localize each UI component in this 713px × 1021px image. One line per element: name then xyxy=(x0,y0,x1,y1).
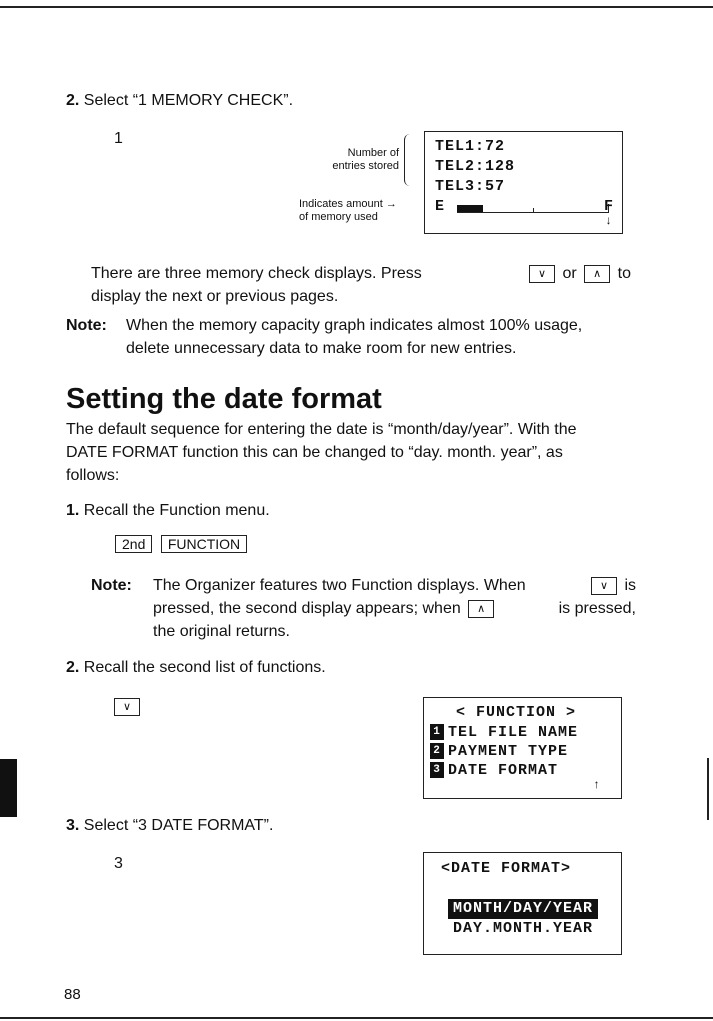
bottom-rule xyxy=(0,1017,713,1019)
gauge-fill xyxy=(457,205,483,212)
right-margin-line xyxy=(707,758,709,820)
memory-lcd-line: TEL1:72 xyxy=(435,138,506,155)
down-key-icon: ∨ xyxy=(591,577,617,595)
page-number: 88 xyxy=(64,986,81,1003)
memory-lcd-line: TEL2:128 xyxy=(435,158,516,175)
key-down xyxy=(114,698,140,716)
section-heading: Setting the date format xyxy=(66,383,382,415)
gauge-start: E xyxy=(435,198,446,215)
note-memory: Note: When the memory capacity graph indicates almost 100% usage, delete unnecessary data to make room for new entries. xyxy=(66,317,583,357)
top-rule xyxy=(0,6,713,8)
key-1: 1 xyxy=(114,130,123,147)
step-2: 2. Recall the second list of functions. xyxy=(66,659,326,676)
function-list-item: 3 DATE FORMAT xyxy=(430,762,558,779)
label-amount: Indicates amount → of memory used xyxy=(299,198,397,223)
intro-paragraph: The default sequence for entering the date is “month/day/year”. With the DATE FORMAT function this can be changed to “day. month. year”, as follows: xyxy=(66,421,577,484)
function-list-item: 1 TEL FILE NAME xyxy=(430,724,578,741)
step-3: 3. Select “3 DATE FORMAT”. xyxy=(66,817,274,834)
scroll-down-icon: ↓ xyxy=(604,214,613,228)
key-3: 3 xyxy=(114,855,123,872)
function-list-item: 2 PAYMENT TYPE xyxy=(430,743,568,760)
brace xyxy=(404,134,413,186)
key-function: FUNCTION xyxy=(161,535,247,553)
memory-lcd xyxy=(424,131,623,234)
date-option-selected: MONTH/DAY/YEAR xyxy=(448,899,598,919)
up-key-icon: ∧ xyxy=(584,265,610,283)
memory-gauge xyxy=(457,204,609,213)
down-key-icon: ∨ xyxy=(114,698,140,716)
gauge-tick xyxy=(533,208,534,212)
function-lcd-title: < FUNCTION > xyxy=(456,704,577,721)
label-entries: Number of entries stored xyxy=(332,147,399,172)
date-format-lcd xyxy=(423,852,622,955)
function-lcd xyxy=(423,697,622,799)
date-format-title: <DATE FORMAT> xyxy=(441,860,572,877)
key-2nd: 2nd xyxy=(115,535,152,553)
step-1: 1. Recall the Function menu. xyxy=(66,502,270,519)
scroll-up-icon: ↑ xyxy=(592,778,601,792)
date-option: DAY.MONTH.YEAR xyxy=(453,920,594,937)
key-sequence-1 xyxy=(113,535,249,553)
para-memory: There are three memory check displays. Press ∨ or ∧ to display the next or previous pages. xyxy=(91,265,631,305)
up-key-icon: ∧ xyxy=(468,600,494,618)
note-function: Note: The Organizer features two Function displays. When ∨ is pressed, the second display appears; when ∧ is pressed, the original returns. xyxy=(91,577,636,640)
down-key-icon: ∨ xyxy=(529,265,555,283)
gauge-end: F xyxy=(603,198,614,215)
step-2-memory: 2. Select “1 MEMORY CHECK”. xyxy=(66,92,294,109)
thumb-tab xyxy=(0,759,17,817)
memory-lcd-line: TEL3:57 xyxy=(435,178,506,195)
